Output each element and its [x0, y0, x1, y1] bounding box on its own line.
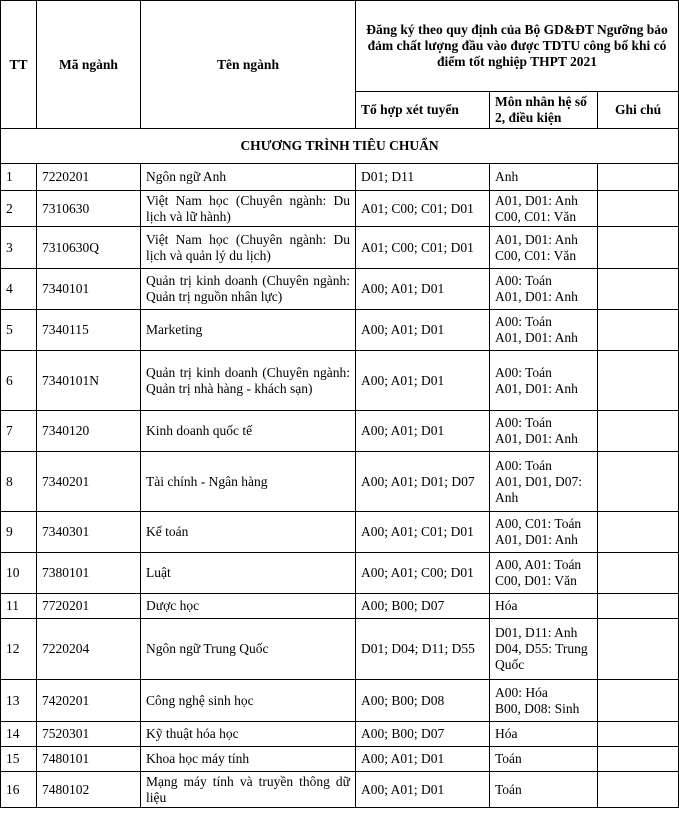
row-tt: 13 — [1, 680, 37, 722]
row-subject-line: Anh — [495, 169, 519, 184]
row-subject — [490, 191, 598, 227]
table-row — [1, 191, 679, 227]
row-name: Kỹ thuật hóa học — [141, 722, 356, 747]
row-subject-line: A01, D01: Anh — [495, 431, 578, 446]
row-subject-line: C00, C01: Văn — [495, 208, 577, 224]
row-subject — [490, 680, 598, 722]
row-note — [598, 722, 679, 747]
table-row — [1, 594, 679, 619]
row-subject-line: Hóa — [495, 598, 518, 613]
row-code: 7340201 — [37, 452, 141, 512]
table-row — [1, 411, 679, 452]
table-row — [1, 553, 679, 594]
row-combo: A00; A01; C00; D01 — [356, 553, 490, 594]
row-note — [598, 594, 679, 619]
header-combo: Tổ hợp xét tuyển — [356, 92, 490, 129]
row-subject-line: A01, D01: Anh — [495, 330, 578, 345]
row-subject — [490, 619, 598, 680]
table-row — [1, 164, 679, 191]
row-tt: 10 — [1, 553, 37, 594]
row-subject-line: A01, D01: Anh — [495, 231, 578, 247]
row-combo: A01; C00; C01; D01 — [356, 227, 490, 269]
row-code: 7220201 — [37, 164, 141, 191]
row-subject — [490, 452, 598, 512]
row-subject-line: A00: Toán — [495, 314, 552, 329]
row-combo: A00; A01; D01 — [356, 411, 490, 452]
row-code: 7340301 — [37, 512, 141, 553]
table-row — [1, 512, 679, 553]
row-code: 7340115 — [37, 310, 141, 351]
row-subject — [490, 164, 598, 191]
table-row — [1, 680, 679, 722]
table-row — [1, 772, 679, 808]
row-name: Việt Nam học (Chuyên ngành: Du lịch và quản lý du lịch) — [141, 227, 356, 269]
row-tt: 9 — [1, 512, 37, 553]
row-tt: 12 — [1, 619, 37, 680]
row-combo: A01; C00; C01; D01 — [356, 191, 490, 227]
header-registration: Đăng ký theo quy định của Bộ GD&ĐT Ngưỡng bảo đảm chất lượng đầu vào được TDTU công bố khi có điểm tốt nghiệp THPT 2021 — [356, 1, 679, 92]
row-subject — [490, 747, 598, 772]
row-note — [598, 452, 679, 512]
row-subject — [490, 772, 598, 808]
row-subject-line: A00: Toán — [495, 457, 552, 473]
row-tt: 5 — [1, 310, 37, 351]
row-tt: 1 — [1, 164, 37, 191]
row-subject-line: A01, D01: Anh — [495, 192, 578, 208]
row-code: 7420201 — [37, 680, 141, 722]
table-row — [1, 310, 679, 351]
row-combo: A00; A01; D01 — [356, 310, 490, 351]
row-tt: 14 — [1, 722, 37, 747]
row-subject-line: A01, D01: Anh — [495, 380, 578, 396]
row-subject-line: A01, D01: Anh — [495, 289, 578, 304]
row-subject-line: A00: Toán — [495, 273, 552, 288]
row-code: 7480102 — [37, 772, 141, 808]
header-subject: Môn nhân hệ số 2, điều kiện — [490, 92, 598, 129]
row-name: Quản trị kinh doanh (Chuyên ngành: Quản trị nhà hàng - khách sạn) — [141, 351, 356, 411]
table-body — [1, 129, 679, 808]
table-row — [1, 227, 679, 269]
row-subject-line: A00, C01: Toán — [495, 516, 582, 531]
row-tt: 11 — [1, 594, 37, 619]
row-name: Dược học — [141, 594, 356, 619]
table-row — [1, 619, 679, 680]
row-subject-line: C00, D01: Văn — [495, 573, 577, 588]
table-row — [1, 351, 679, 411]
row-subject-line: D04, D55: Trung Quốc — [495, 641, 588, 672]
row-note — [598, 310, 679, 351]
row-note — [598, 747, 679, 772]
row-code: 7310630Q — [37, 227, 141, 269]
row-name: Quản trị kinh doanh (Chuyên ngành: Quản trị nguồn nhân lực) — [141, 269, 356, 310]
row-name: Mạng máy tính và truyền thông dữ liệu — [141, 772, 356, 808]
row-subject — [490, 512, 598, 553]
row-subject — [490, 269, 598, 310]
row-tt: 6 — [1, 351, 37, 411]
table-row — [1, 747, 679, 772]
row-note — [598, 512, 679, 553]
row-combo: A00; A01; C01; D01 — [356, 512, 490, 553]
row-code: 7340101 — [37, 269, 141, 310]
row-tt: 4 — [1, 269, 37, 310]
row-name: Luật — [141, 553, 356, 594]
row-name: Marketing — [141, 310, 356, 351]
row-subject-line: A00: Hóa — [495, 684, 548, 700]
row-note — [598, 619, 679, 680]
row-note — [598, 553, 679, 594]
header-note: Ghi chú — [598, 92, 679, 129]
row-subject-line: Hóa — [495, 726, 518, 741]
row-tt: 16 — [1, 772, 37, 808]
header-tt: TT — [1, 1, 37, 129]
row-note — [598, 411, 679, 452]
row-combo: A00; A01; D01; D07 — [356, 452, 490, 512]
row-subject — [490, 722, 598, 747]
row-note — [598, 680, 679, 722]
row-code: 7310630 — [37, 191, 141, 227]
table-header — [1, 1, 679, 129]
row-code: 7480101 — [37, 747, 141, 772]
row-code: 7380101 — [37, 553, 141, 594]
row-tt: 3 — [1, 227, 37, 269]
row-note — [598, 269, 679, 310]
row-tt: 7 — [1, 411, 37, 452]
row-subject — [490, 594, 598, 619]
row-code: 7340120 — [37, 411, 141, 452]
header-code: Mã ngành — [37, 1, 141, 129]
row-combo: A00; B00; D07 — [356, 722, 490, 747]
row-combo: A00; A01; D01 — [356, 351, 490, 411]
row-note — [598, 772, 679, 808]
row-name: Công nghệ sinh học — [141, 680, 356, 722]
row-subject-line: A01, D01: Anh — [495, 532, 578, 547]
row-combo: A00; B00; D07 — [356, 594, 490, 619]
row-subject — [490, 553, 598, 594]
row-subject — [490, 227, 598, 269]
row-subject-line: D01, D11: Anh — [495, 625, 578, 640]
row-subject-line: B00, D08: Sinh — [495, 700, 580, 716]
row-subject — [490, 310, 598, 351]
row-subject-line: Toán — [495, 751, 522, 766]
section-title: CHƯƠNG TRÌNH TIÊU CHUẨN — [1, 129, 679, 164]
table-row — [1, 452, 679, 512]
row-code: 7220204 — [37, 619, 141, 680]
row-combo: D01; D04; D11; D55 — [356, 619, 490, 680]
row-subject-line: C00, C01: Văn — [495, 247, 577, 263]
row-subject-line: A00: Toán — [495, 364, 552, 380]
row-subject-line: A00: Toán — [495, 415, 552, 430]
row-name: Ngôn ngữ Trung Quốc — [141, 619, 356, 680]
row-tt: 15 — [1, 747, 37, 772]
row-subject-line: A00, A01: Toán — [495, 557, 582, 572]
table-row — [1, 269, 679, 310]
row-tt: 2 — [1, 191, 37, 227]
row-combo: A00; A01; D01 — [356, 269, 490, 310]
row-code: 7520301 — [37, 722, 141, 747]
header-name: Tên ngành — [141, 1, 356, 129]
row-name: Ngôn ngữ Anh — [141, 164, 356, 191]
row-note — [598, 191, 679, 227]
row-subject — [490, 411, 598, 452]
row-subject — [490, 351, 598, 411]
row-name: Khoa học máy tính — [141, 747, 356, 772]
row-code: 7340101N — [37, 351, 141, 411]
row-name: Việt Nam học (Chuyên ngành: Du lịch và lữ hành) — [141, 191, 356, 227]
row-combo: A00; A01; D01 — [356, 772, 490, 808]
row-combo: A00; A01; D01 — [356, 747, 490, 772]
row-note — [598, 164, 679, 191]
row-code: 7720201 — [37, 594, 141, 619]
table-row — [1, 722, 679, 747]
row-combo: A00; B00; D08 — [356, 680, 490, 722]
row-combo: D01; D11 — [356, 164, 490, 191]
row-tt: 8 — [1, 452, 37, 512]
row-name: Kế toán — [141, 512, 356, 553]
row-note — [598, 351, 679, 411]
row-subject-line: A01, D01, D07: Anh — [495, 473, 582, 505]
row-subject-line: Toán — [495, 781, 522, 797]
row-name: Kinh doanh quốc tế — [141, 411, 356, 452]
row-name: Tài chính - Ngân hàng — [141, 452, 356, 512]
row-note — [598, 227, 679, 269]
